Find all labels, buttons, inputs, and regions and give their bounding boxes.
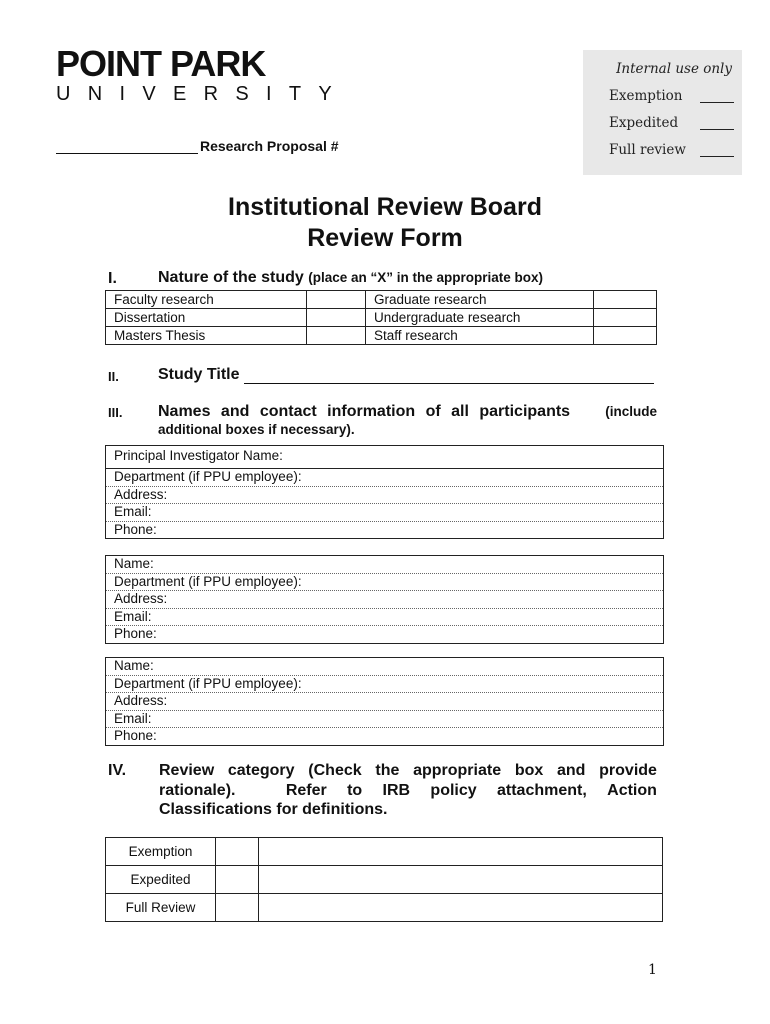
table-cell: Masters Thesis bbox=[106, 327, 307, 345]
table-cell: Dissertation bbox=[106, 309, 307, 327]
word: policy bbox=[430, 781, 477, 799]
word: provide bbox=[599, 762, 657, 779]
review-category-table bbox=[105, 837, 663, 922]
internal-use-header: Internal use only bbox=[616, 61, 732, 77]
address-field[interactable]: Address: bbox=[106, 590, 663, 608]
section-1-number: I. bbox=[108, 270, 117, 287]
title-line-1: Institutional Review Board bbox=[228, 193, 542, 221]
address-field[interactable]: Address: bbox=[106, 692, 663, 710]
section-3-note: (include bbox=[605, 404, 657, 419]
word: to bbox=[347, 781, 363, 799]
phone-field[interactable]: Phone: bbox=[106, 727, 663, 745]
name-field[interactable]: Name: bbox=[114, 556, 154, 571]
rationale-cell[interactable] bbox=[259, 894, 663, 922]
internal-exemption bbox=[609, 88, 735, 104]
category-label: Expedited bbox=[106, 866, 216, 894]
table-row bbox=[106, 327, 657, 345]
table-row bbox=[106, 309, 657, 327]
internal-blank[interactable] bbox=[700, 156, 734, 157]
section-2-title: Study Title bbox=[158, 366, 240, 383]
word: IRB bbox=[382, 781, 411, 799]
department-field[interactable]: Department (if PPU employee): bbox=[106, 573, 663, 591]
page-number: 1 bbox=[648, 962, 657, 978]
contact-block-pi bbox=[105, 445, 664, 539]
table-cell: Graduate research bbox=[366, 291, 594, 309]
department-field[interactable]: Department (if PPU employee): bbox=[114, 469, 302, 484]
email-field[interactable]: Email: bbox=[106, 503, 663, 521]
checkbox-cell[interactable] bbox=[216, 838, 259, 866]
name-field[interactable]: Name: bbox=[114, 658, 154, 673]
table-cell: Staff research bbox=[366, 327, 594, 345]
section-4-line-1 bbox=[159, 761, 657, 781]
section-3-heading bbox=[158, 403, 657, 421]
word: Action bbox=[607, 781, 657, 799]
checkbox-cell[interactable] bbox=[594, 309, 657, 327]
checkbox-cell[interactable] bbox=[216, 866, 259, 894]
email-field[interactable]: Email: bbox=[106, 710, 663, 728]
section-2-number: II. bbox=[108, 369, 119, 384]
section-4-number: IV. bbox=[108, 762, 127, 779]
section-4-heading bbox=[159, 761, 657, 820]
section-1-title: Nature of the study bbox=[158, 269, 304, 286]
section-4-line-2 bbox=[159, 781, 657, 801]
internal-item-label: Full review bbox=[609, 142, 686, 158]
proposal-label: Research Proposal # bbox=[200, 138, 339, 154]
page-title bbox=[0, 192, 770, 254]
section-3-title: Names and contact information of all participants bbox=[158, 403, 571, 420]
logo-university: UNIVERSITY bbox=[56, 83, 350, 105]
internal-item-label: Exemption bbox=[609, 88, 683, 104]
table-row bbox=[106, 838, 663, 866]
checkbox-cell[interactable] bbox=[307, 327, 366, 345]
contact-block-3 bbox=[105, 657, 664, 746]
word: box bbox=[514, 762, 544, 779]
contact-block-2 bbox=[105, 555, 664, 644]
internal-full-review bbox=[609, 142, 735, 158]
phone-field[interactable]: Phone: bbox=[106, 625, 663, 643]
section-2-heading bbox=[158, 366, 654, 384]
checkbox-cell[interactable] bbox=[216, 894, 259, 922]
rationale-cell[interactable] bbox=[259, 866, 663, 894]
title-line-2: Review Form bbox=[307, 224, 463, 252]
word: Refer bbox=[285, 781, 327, 799]
checkbox-cell[interactable] bbox=[594, 291, 657, 309]
word: and bbox=[556, 762, 586, 779]
table-row bbox=[106, 894, 663, 922]
logo-point-park: POINT PARK bbox=[56, 43, 266, 84]
table-row bbox=[106, 291, 657, 309]
section-4-line-3: Classifications for definitions. bbox=[159, 801, 388, 818]
word: Review bbox=[159, 762, 215, 779]
table-cell: Undergraduate research bbox=[366, 309, 594, 327]
word: (Check bbox=[308, 762, 362, 779]
checkbox-cell[interactable] bbox=[307, 309, 366, 327]
department-field[interactable]: Department (if PPU employee): bbox=[106, 675, 663, 693]
email-field[interactable]: Email: bbox=[106, 608, 663, 626]
rationale-cell[interactable] bbox=[259, 838, 663, 866]
word: attachment, bbox=[497, 781, 587, 799]
pi-name-field[interactable]: Principal Investigator Name: bbox=[106, 446, 663, 469]
study-nature-table bbox=[105, 290, 657, 345]
category-label: Full Review bbox=[106, 894, 216, 922]
address-field[interactable]: Address: bbox=[106, 486, 663, 504]
section-1-note: (place an “X” in the appropriate box) bbox=[308, 270, 544, 285]
category-label: Exemption bbox=[106, 838, 216, 866]
table-cell: Faculty research bbox=[106, 291, 307, 309]
word: rationale). bbox=[159, 781, 236, 799]
word: the bbox=[375, 762, 400, 779]
checkbox-cell[interactable] bbox=[594, 327, 657, 345]
word: category bbox=[227, 762, 295, 779]
section-1-heading bbox=[158, 269, 543, 287]
phone-field[interactable]: Phone: bbox=[106, 521, 663, 539]
internal-use-box bbox=[583, 50, 742, 175]
section-3-note-cont: additional boxes if necessary). bbox=[158, 422, 355, 437]
internal-expedited bbox=[609, 115, 735, 131]
research-proposal-field bbox=[56, 138, 339, 154]
internal-blank[interactable] bbox=[700, 102, 734, 103]
proposal-number-blank[interactable] bbox=[56, 139, 198, 154]
internal-blank[interactable] bbox=[700, 129, 734, 130]
section-3-number: III. bbox=[108, 405, 123, 420]
word: appropriate bbox=[413, 762, 502, 779]
internal-item-label: Expedited bbox=[609, 115, 679, 131]
study-title-blank[interactable] bbox=[244, 369, 654, 384]
checkbox-cell[interactable] bbox=[307, 291, 366, 309]
table-row bbox=[106, 866, 663, 894]
